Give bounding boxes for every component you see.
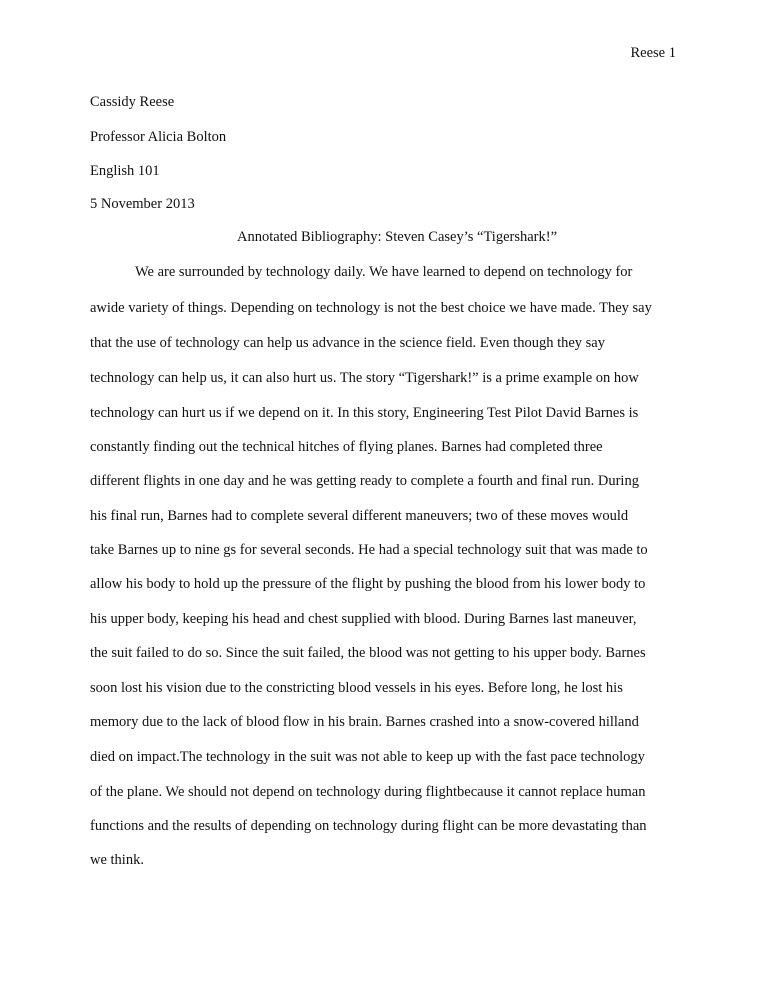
body-line: soon lost his vision due to the constricting blood vessels in his eyes. Before long, he lost his bbox=[90, 680, 623, 696]
document-title: Annotated Bibliography: Steven Casey’s “Tigershark!” bbox=[236, 229, 558, 245]
body-line: memory due to the lack of blood flow in his brain. Barnes crashed into a snow-covered hilland bbox=[90, 714, 639, 730]
body-line: allow his body to hold up the pressure of the flight by pushing the blood from his lower body to bbox=[90, 576, 646, 592]
body-line: of the plane. We should not depend on technology during flightbecause it cannot replace human bbox=[90, 784, 646, 800]
course-name: English 101 bbox=[90, 163, 160, 179]
body-line: constantly finding out the technical hitches of flying planes. Barnes had completed three bbox=[90, 439, 603, 455]
body-line: his upper body, keeping his head and chest supplied with blood. During Barnes last maneuver, bbox=[90, 611, 637, 627]
body-line: the suit failed to do so. Since the suit failed, the blood was not getting to his upper body. Barnes bbox=[90, 645, 646, 661]
body-line: technology can help us, it can also hurt us. The story “Tigershark!” is a prime example on how bbox=[90, 370, 639, 386]
body-line: died on impact.The technology in the suit was not able to keep up with the fast pace technology bbox=[90, 749, 645, 765]
body-line: awide variety of things. Depending on technology is not the best choice we have made. They say bbox=[90, 300, 652, 316]
page-header: Reese 1 bbox=[630, 45, 676, 61]
body-line: we think. bbox=[90, 852, 144, 868]
body-line: that the use of technology can help us advance in the science field. Even though they say bbox=[90, 335, 605, 351]
body-line: functions and the results of depending on technology during flight can be more devastating than bbox=[90, 818, 647, 834]
body-line: his final run, Barnes had to complete several different maneuvers; two of these moves would bbox=[90, 508, 629, 524]
professor-name: Professor Alicia Bolton bbox=[90, 129, 227, 145]
body-line: take Barnes up to nine gs for several seconds. He had a special technology suit that was made to bbox=[90, 542, 648, 558]
body-line: We are surrounded by technology daily. We have learned to depend on technology for bbox=[135, 264, 633, 280]
student-name: Cassidy Reese bbox=[90, 94, 175, 110]
body-line: technology can hurt us if we depend on it. In this story, Engineering Test Pilot David Barnes is bbox=[90, 405, 639, 421]
document-date: 5 November 2013 bbox=[90, 196, 195, 212]
body-line: different flights in one day and he was getting ready to complete a fourth and final run. During bbox=[90, 473, 639, 489]
